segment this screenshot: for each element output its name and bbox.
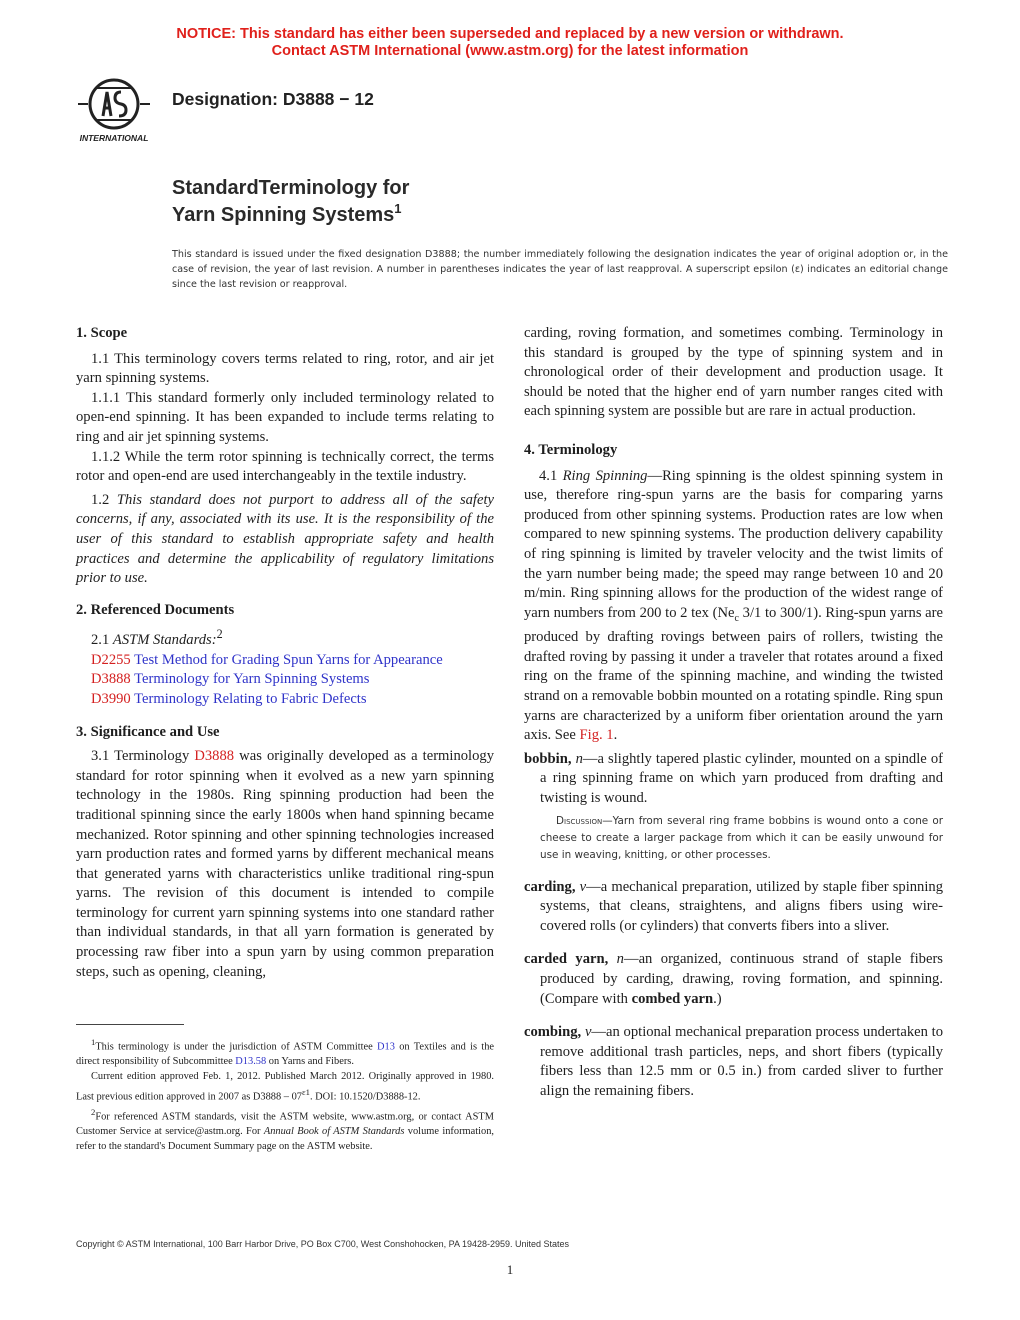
footnote-ref[interactable]: 2	[216, 627, 223, 642]
ref-title-link[interactable]: Terminology for Yarn Spinning Systems	[134, 671, 370, 688]
title-line-1: StandardTerminology for	[172, 177, 410, 199]
text: For referenced ASTM standards, visit the ASTM website, www.astm.org, or contact ASTM Customer Service at service@astm.org. For	[76, 1111, 494, 1138]
ref-item	[76, 670, 494, 690]
ref-code-link[interactable]: D3888	[91, 671, 131, 688]
ref-code-link[interactable]: D2255	[91, 651, 131, 668]
notice-line-2: Contact ASTM International (www.astm.org) for the latest information	[271, 43, 749, 59]
subscript: c	[734, 612, 739, 624]
discussion-note	[524, 813, 943, 864]
footnote-2	[76, 1105, 494, 1155]
paragraph-number: 1.2	[91, 491, 110, 508]
scope-paragraph: 1.1.1 This standard formerly only included terminology related to open-end spinning. It has been expanded to include terms relating to ring and air jet spinning systems.	[76, 389, 494, 445]
ref-title-link[interactable]: Test Method for Grading Spun Yarns for Appearance	[134, 651, 443, 668]
significance-continuation: carding, roving formation, and sometimes combing. Terminology in this standard is grouped by the type of spinning system and in chronological order of their development and production usage. It should be noted that the higher end of yarn number ranges cited with each spinning system are possible but are rare in actual production.	[524, 325, 943, 420]
title-footnote-ref[interactable]: 1	[394, 201, 402, 216]
paragraph-number: 4.1	[539, 467, 558, 484]
copyright-line: Copyright © ASTM International, 100 Barr Harbor Drive, PO Box C700, West Conshohocken, PA 19428-2959. United States	[76, 1239, 570, 1249]
section-title: Ring Spinning	[562, 467, 648, 484]
term-word: combing,	[524, 1024, 582, 1041]
text: on Yarns and Fibers.	[266, 1056, 354, 1068]
astm-logo-icon	[76, 76, 160, 146]
part-of-speech: v	[579, 878, 587, 895]
issuance-note: This standard is issued under the fixed designation D3888; the number immediately following the designation indicates the year of original adoption or, in the case of revision, the year of last revision. A number in parentheses indicates the year of last reapproval. A superscript epsilon (ε) indicates an editorial change since the last revision or reapproval.	[172, 249, 948, 290]
term-entry	[524, 950, 943, 1009]
term-word: carded yarn,	[524, 951, 609, 968]
document-title	[172, 175, 409, 229]
fn-marker: 1	[91, 1037, 96, 1047]
astm-logo	[76, 76, 160, 146]
book-title: Annual Book of ASTM Standards	[263, 1126, 405, 1138]
text: 3.1 Terminology	[91, 748, 190, 765]
fn-marker: 2	[91, 1107, 96, 1118]
epsilon: ε1	[301, 1086, 310, 1097]
subcommittee-link[interactable]: D13.58	[235, 1056, 267, 1068]
ring-spinning-paragraph	[524, 467, 943, 746]
scope-paragraph: 1.1 This terminology covers terms related to ring, rotor, and air jet yarn spinning systems.	[76, 350, 494, 387]
significance-paragraph	[76, 747, 494, 982]
left-column	[76, 324, 494, 982]
part-of-speech: v	[584, 1024, 592, 1041]
paragraph-number: 2.1	[91, 632, 110, 649]
right-column	[524, 324, 943, 1102]
committee-link[interactable]: D13	[377, 1041, 395, 1053]
discussion-label: Discussion	[556, 814, 603, 827]
text: 3/1 to 300/1). Ring-spun yarns are produced by drafting rovings between pairs of rollers, twisting the drafted roving by passing it under a traveler that rotates around a fixed ring on the frame of the spinning machine, and winding the twisted strand on a removable bobbin mounted on a rotating spindle. Ring spun yarns are characterized by a uniform fiber orientation around the yarn axis. See	[524, 604, 943, 744]
text: was originally developed as a terminology standard for rotor spinning when it evolved as a new yarn spinning technology in the 1980s. Ring spinning production had been the traditional spinning since the early 1800s when hand spinning became mechanized. Rotor spinning and other spinning technologies increased yarn production rates and formed yarns by different mechanical means that generated yarns with characteristics unlike traditional ring-spun yarns. The revision of this document is intended to compile terminology for current yarn spinning systems into one standard rather than individual standards, in that all yarn formation is generated by processing raw fiber into a spun yarn by using common preparation steps, such as opening, cleaning,	[76, 748, 494, 980]
refs-heading: 2. Referenced Documents	[76, 601, 235, 618]
ref-item	[76, 690, 494, 710]
term-entry	[524, 878, 943, 937]
text: volume information, refer to the standard's Document Summary page on the ASTM website.	[76, 1126, 494, 1153]
scope-safety-paragraph	[76, 491, 494, 589]
part-of-speech: n	[575, 750, 583, 767]
term-word: carding,	[524, 878, 576, 895]
designation: Designation: D3888 − 12	[172, 89, 374, 109]
footnote-1-edition	[76, 1070, 494, 1105]
footnote-divider	[76, 1024, 184, 1025]
title-line-2: Yarn Spinning Systems	[172, 204, 395, 226]
term-entry	[524, 1023, 943, 1101]
scope-paragraph: 1.1.2 While the term rotor spinning is technically correct, the terms rotor and open-end are used interchangeably in the textile industry.	[76, 448, 494, 485]
term-definition: —an organized, continuous strand of staple fibers produced by carding, drawing, roving formation, and spinning. (Compare with	[540, 951, 943, 1007]
discussion-text: —Yarn from several ring frame bobbins is wound onto a cone or cheese to create a larger package from which it can be easily unwound for use in weaving, knitting, or other processes.	[540, 814, 943, 861]
withdrawal-notice	[0, 26, 1020, 60]
terminology-heading: 4. Terminology	[524, 441, 618, 458]
astm-standards-label: ASTM Standards:	[112, 632, 217, 649]
term-definition: —a slightly tapered plastic cylinder, mounted on a spindle of a ring spinning frame on which yarn produced from drafting and twisting is wound.	[540, 750, 943, 806]
text: —Ring spinning is the oldest spinning system in use, therefore ring-spun yarns are the basis for comparing yarns produced from other spinning systems. Production rates are low when compared to new spinning systems. The production delivery capability of ring spinning is limited by traveler velocity and the twist limits of the yarn number being made; the speed may range between 10 and 20 m/min. Ring spinning allows for the production of the widest range of yarn numbers from 200 to 2 tex (Ne	[524, 467, 943, 621]
ref-title-link[interactable]: Terminology Relating to Fabric Defects	[134, 690, 367, 707]
footnote-1	[76, 1035, 494, 1070]
text: on Textiles and is the direct responsibility of Subcommittee	[76, 1041, 495, 1068]
d3888-link[interactable]: D3888	[194, 748, 235, 765]
footnotes	[76, 1035, 494, 1155]
refs-subheading	[76, 625, 494, 650]
term-definition: —a mechanical preparation, utilized by staple fiber spinning systems, that cleans, straightens, and aligns fibers using wire-covered rolls (or cylinders) that converts fibers into a sliver.	[540, 878, 943, 934]
text: This terminology is under the jurisdiction of ASTM Committee	[95, 1041, 378, 1053]
text: .)	[713, 990, 722, 1007]
page-number: 1	[506, 1262, 514, 1277]
term-entry	[524, 750, 943, 809]
notice-line-1: NOTICE: This standard has either been superseded and replaced by a new version or withdrawn.	[176, 26, 844, 42]
logo-text: INTERNATIONAL	[79, 133, 149, 143]
text: Current edition approved Feb. 1, 2012. Published March 2012. Originally approved in 1980. Last previous edition approved in 2007 as D3888 – 07	[76, 1071, 494, 1103]
safety-text: This standard does not purport to address all of the safety concerns, if any, associated with its use. It is the responsibility of the user of this standard to establish appropriate safety and health practices and determine the applicability of regulatory limitations prior to use.	[76, 491, 494, 587]
ref-code-link[interactable]: D3990	[91, 690, 131, 707]
term-word: bobbin,	[524, 750, 572, 767]
part-of-speech: n	[616, 951, 624, 968]
figure-link[interactable]: Fig. 1	[579, 727, 614, 744]
cross-reference: combed yarn	[631, 990, 714, 1007]
term-definition: —an optional mechanical preparation process undertaken to remove additional trash particles, neps, and short fibers (typically fibers less than 12.5 mm or 0.5 in.) from carded sliver to further align the remaining fibers.	[540, 1024, 943, 1099]
text: . DOI: 10.1520/D3888-12.	[309, 1091, 421, 1103]
ref-item	[76, 651, 494, 671]
scope-heading: 1. Scope	[76, 325, 128, 341]
significance-heading: 3. Significance and Use	[76, 723, 220, 740]
text: .	[613, 727, 618, 744]
